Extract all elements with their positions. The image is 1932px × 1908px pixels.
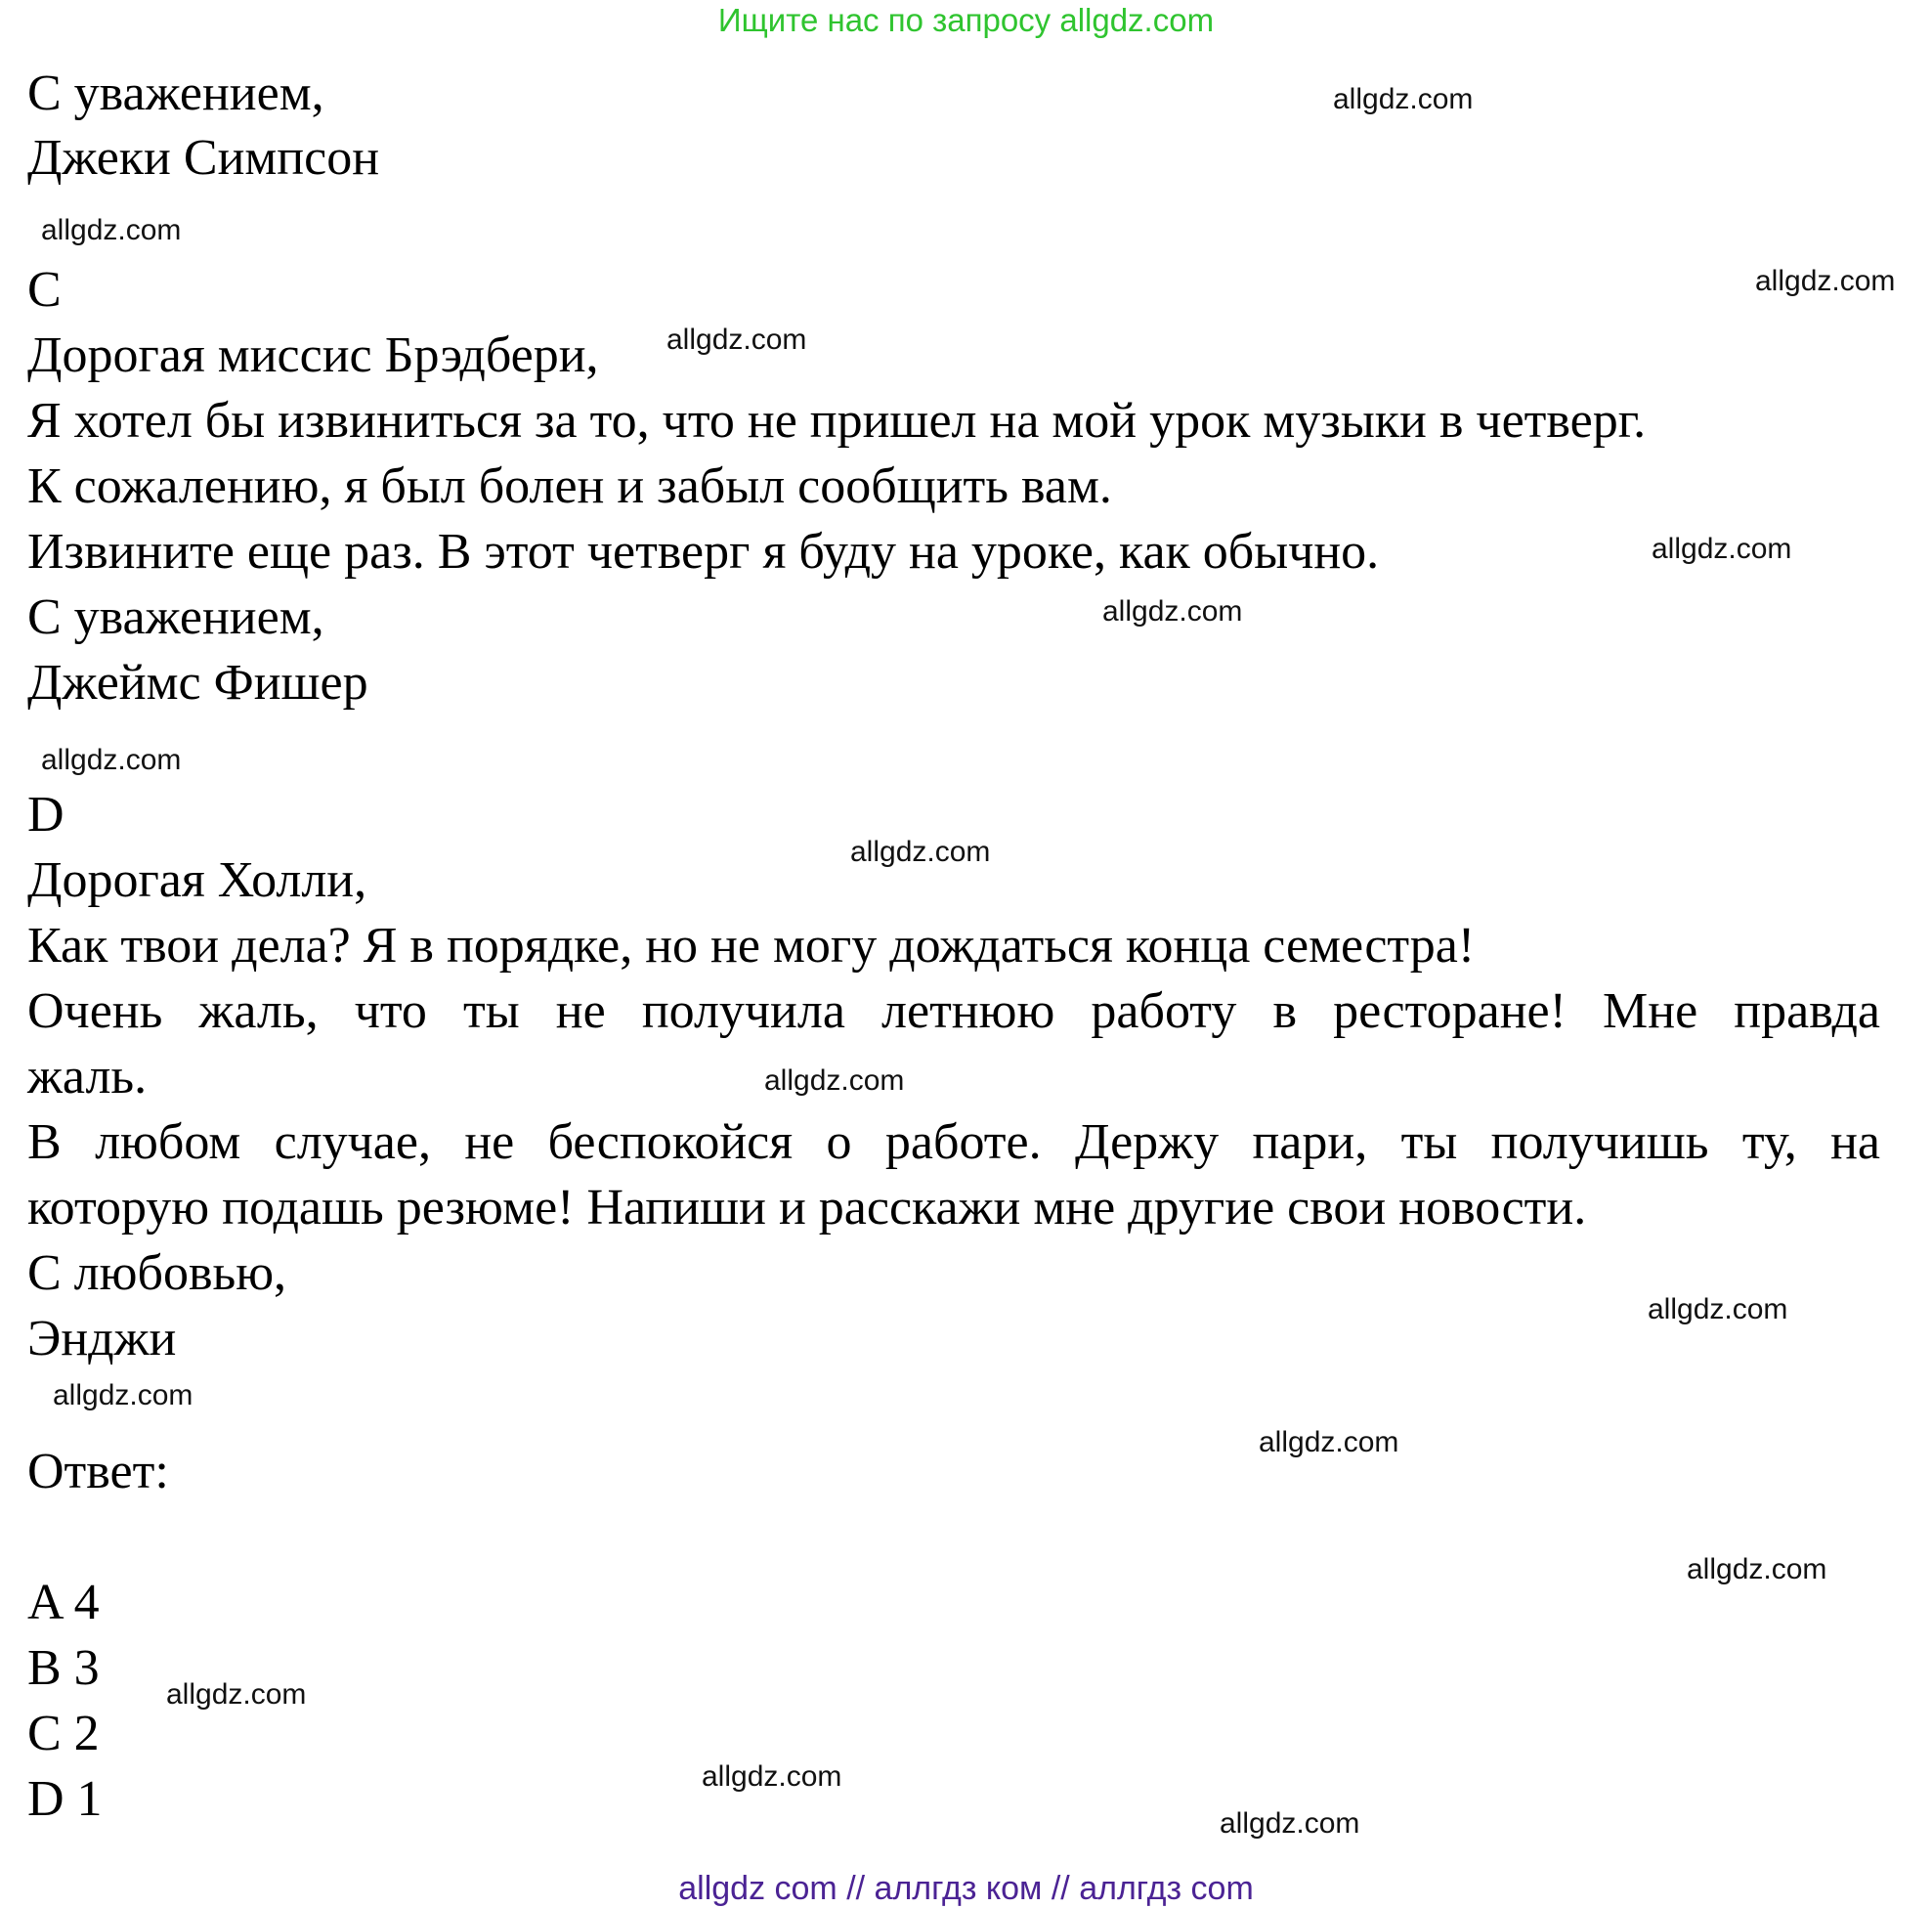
watermark: allgdz.com bbox=[1220, 1807, 1360, 1840]
watermark: allgdz.com bbox=[1652, 533, 1792, 565]
answer-item: B 3 bbox=[27, 1640, 100, 1696]
answer-heading: Ответ: bbox=[27, 1444, 169, 1499]
closing-line: С уважением, bbox=[27, 589, 324, 645]
body-line: Как твои дела? Я в порядке, но не могу дождаться конца семестра! bbox=[27, 918, 1476, 974]
watermark: allgdz.com bbox=[53, 1379, 193, 1411]
body-line: К сожалению, я был болен и забыл сообщить вам. bbox=[27, 458, 1112, 514]
answer-item: D 1 bbox=[27, 1771, 103, 1827]
signature-name: Джеймс Фишер bbox=[27, 655, 368, 711]
body-line: В любом случае, не беспокойся о работе. Держу пари, ты получишь ту, на bbox=[27, 1114, 1880, 1170]
greeting-line: Дорогая миссис Брэдбери, bbox=[27, 327, 599, 383]
watermark: allgdz.com bbox=[850, 836, 991, 868]
watermark: allgdz.com bbox=[1648, 1293, 1788, 1325]
watermark: allgdz.com bbox=[666, 324, 807, 356]
answer-item: A 4 bbox=[27, 1575, 100, 1630]
body-line: Извините еще раз. В этот четверг я буду на уроке, как обычно. bbox=[27, 524, 1380, 580]
body-line: Очень жаль, что ты не получила летнюю работу в ресторане! Мне правда bbox=[27, 983, 1880, 1039]
watermark: allgdz.com bbox=[166, 1678, 307, 1711]
answer-item: C 2 bbox=[27, 1706, 100, 1761]
search-banner: Ищите нас по запросу allgdz.com bbox=[717, 2, 1215, 38]
watermark: allgdz.com bbox=[764, 1064, 905, 1097]
closing-line: С любовью, bbox=[27, 1245, 287, 1301]
signature-name: Энджи bbox=[27, 1311, 177, 1366]
footer-banner: allgdz com // аллгдз ком // аллгдз com bbox=[678, 1870, 1254, 1907]
closing-line: С уважением, bbox=[27, 65, 324, 121]
section-letter: D bbox=[27, 787, 64, 843]
watermark: allgdz.com bbox=[702, 1760, 842, 1793]
signature-name: Джеки Симпсон bbox=[27, 130, 380, 186]
greeting-line: Дорогая Холли, bbox=[27, 852, 367, 908]
watermark: allgdz.com bbox=[1333, 83, 1474, 115]
watermark: allgdz.com bbox=[41, 214, 182, 246]
watermark: allgdz.com bbox=[1102, 595, 1243, 628]
watermark: allgdz.com bbox=[1259, 1426, 1399, 1458]
body-line: которую подашь резюме! Напиши и расскажи мне другие свои новости. bbox=[27, 1180, 1587, 1236]
watermark: allgdz.com bbox=[1687, 1553, 1827, 1585]
body-line: Я хотел бы извиниться за то, что не пришел на мой урок музыки в четверг. bbox=[27, 393, 1647, 449]
watermark: allgdz.com bbox=[1755, 265, 1896, 297]
section-letter: C bbox=[27, 262, 62, 318]
body-line: жаль. bbox=[27, 1049, 148, 1105]
watermark: allgdz.com bbox=[41, 744, 182, 776]
